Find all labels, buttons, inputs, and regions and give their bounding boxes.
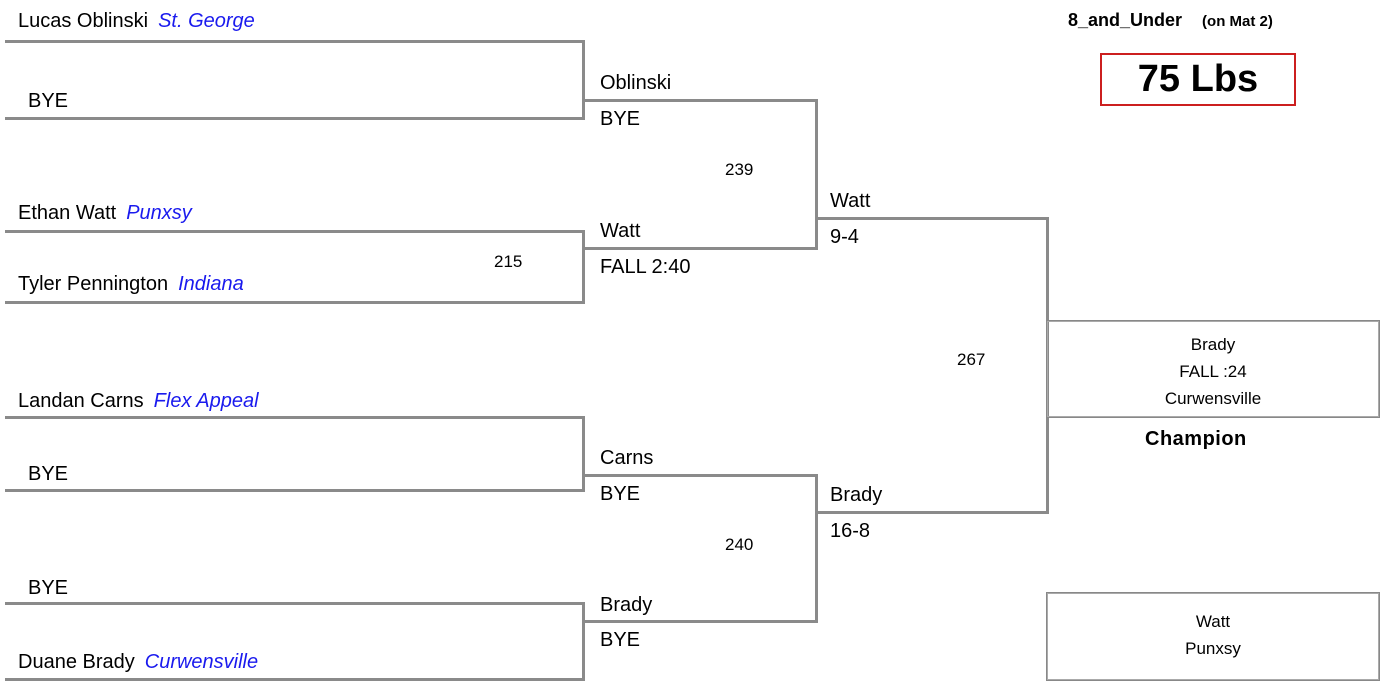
entrant-name: Duane Brady	[18, 651, 135, 673]
round2-result: BYE	[600, 629, 641, 651]
round2-result: FALL 2:40	[600, 256, 691, 278]
entrant-7	[28, 577, 68, 600]
bracket-line	[815, 99, 818, 250]
bracket-line	[815, 474, 818, 623]
entrant-team: St. George	[158, 10, 255, 32]
bracket-line	[585, 99, 818, 102]
bout-number: 215	[494, 252, 523, 271]
round2-result: BYE	[600, 483, 641, 505]
round2-winner: Brady	[600, 594, 653, 616]
bracket-line	[5, 678, 585, 681]
bracket-line	[5, 301, 585, 304]
bracket-line	[585, 620, 818, 623]
weight-class-label: 75 Lbs	[1137, 58, 1259, 100]
champion-result: FALL :24	[1179, 362, 1247, 381]
bracket-line	[582, 416, 585, 492]
entrant-name: BYE	[28, 577, 69, 599]
entrant-4	[18, 273, 244, 296]
bout-number: 239	[725, 160, 754, 179]
round2-result: BYE	[600, 108, 641, 130]
semi-winner: Watt	[830, 190, 871, 212]
entrant-team: Indiana	[178, 273, 244, 295]
runner-up-name: Watt	[1195, 612, 1231, 631]
bracket-line	[5, 40, 585, 43]
mat-label: (on Mat 2)	[1202, 13, 1273, 30]
bracket-line	[5, 117, 585, 120]
entrant-5	[18, 390, 259, 413]
bracket-line	[582, 40, 585, 120]
bracket-line	[582, 230, 585, 304]
entrant-1	[18, 10, 255, 33]
round2-winner: Watt	[600, 220, 641, 242]
entrant-team: Punxsy	[126, 202, 192, 224]
semi-result: 16-8	[830, 520, 871, 542]
champion-box	[1046, 320, 1380, 418]
bracket-header	[1068, 10, 1273, 31]
entrant-name: BYE	[28, 463, 69, 485]
entrant-8	[18, 651, 258, 674]
entrant-team: Curwensville	[144, 651, 259, 673]
bout-number: 240	[725, 535, 754, 554]
runner-up-box	[1046, 592, 1380, 681]
champion-name: Brady	[1190, 335, 1236, 354]
bracket-line	[582, 602, 585, 681]
entrant-name: Tyler Pennington	[18, 273, 169, 295]
semi-winner: Brady	[830, 484, 883, 506]
division-title: 8_and_Under	[1068, 10, 1183, 30]
bracket-line	[5, 489, 585, 492]
champion-label: Champion	[1145, 428, 1247, 450]
entrant-name: Landan Carns	[18, 390, 144, 412]
bracket-line	[5, 602, 585, 605]
runner-up-team: Punxsy	[1185, 639, 1241, 658]
bracket-line	[5, 416, 585, 419]
bout-number: 267	[957, 350, 986, 369]
bracket-line	[818, 511, 1049, 514]
entrant-name: Lucas Oblinski	[18, 10, 149, 32]
entrant-2	[28, 90, 68, 113]
entrant-name: Ethan Watt	[18, 202, 117, 224]
entrant-6	[28, 463, 68, 486]
bracket-line	[5, 230, 585, 233]
champion-team: Curwensville	[1164, 389, 1262, 408]
bracket-line	[585, 474, 818, 477]
round2-winner: Oblinski	[600, 72, 672, 94]
bracket-line	[818, 217, 1049, 220]
weight-class-box	[1100, 53, 1296, 106]
semi-result: 9-4	[830, 226, 859, 248]
entrant-name: BYE	[28, 90, 69, 112]
entrant-team: Flex Appeal	[153, 390, 259, 412]
bracket-line	[585, 247, 818, 250]
entrant-3	[18, 202, 192, 225]
round2-winner: Carns	[600, 447, 654, 469]
